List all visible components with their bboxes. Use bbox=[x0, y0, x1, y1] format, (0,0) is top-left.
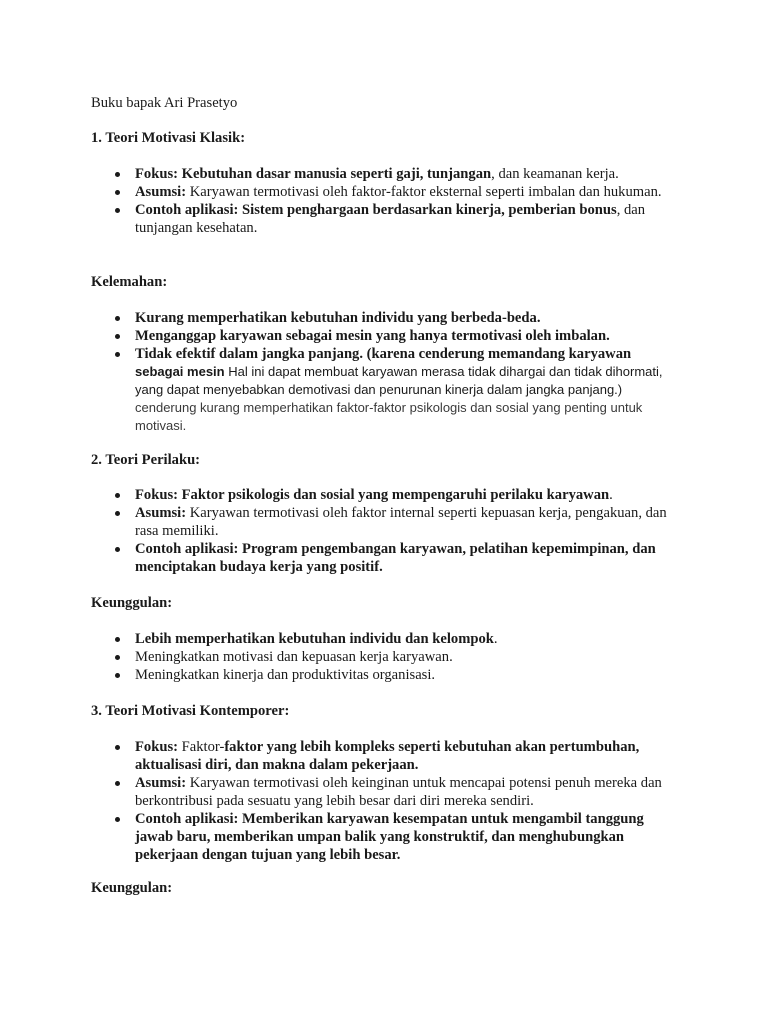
advantage-list bbox=[91, 630, 681, 684]
section-1-weakness-heading: Kelemahan: bbox=[91, 274, 168, 290]
list-item: Asumsi: Karyawan termotivasi oleh faktor-faktor eksternal seperti imbalan dan hukuman. bbox=[91, 183, 681, 201]
list-item: Asumsi: Karyawan termotivasi oleh keinginan untuk mencapai potensi penuh mereka dan berkontribusi pada sesuatu yang lebih besar dari diri mereka sendiri. bbox=[91, 774, 681, 810]
section-1-list bbox=[91, 165, 681, 237]
list-item: Contoh aplikasi: Sistem penghargaan berdasarkan kinerja, pemberian bonus, dan tunjangan kesehatan. bbox=[91, 201, 681, 237]
section-2-heading: 2. Teori Perilaku: bbox=[91, 452, 201, 468]
list-item: Contoh aplikasi: Program pengembangan karyawan, pelatihan kepemimpinan, dan menciptakan budaya kerja yang positif. bbox=[91, 540, 681, 576]
section-3-advantage-heading: Keunggulan: bbox=[91, 880, 173, 896]
list-item: Fokus: Kebutuhan dasar manusia seperti gaji, tunjangan, dan keamanan kerja. bbox=[91, 165, 681, 183]
section-2-advantage-heading: Keunggulan: bbox=[91, 595, 173, 611]
list-item: Fokus: Faktor-faktor yang lebih kompleks seperti kebutuhan akan pertumbuhan, aktualisasi diri, dan makna dalam pekerjaan. bbox=[91, 738, 681, 774]
list-item: Meningkatkan motivasi dan kepuasan kerja karyawan. bbox=[91, 648, 681, 666]
list-item: Menganggap karyawan sebagai mesin yang hanya termotivasi oleh imbalan. bbox=[91, 327, 681, 345]
weakness-list bbox=[91, 309, 681, 435]
list-item: Tidak efektif dalam jangka panjang. (karena cenderung memandang karyawan sebagai mesin Hal ini dapat membuat karyawan merasa tidak dihargai dan tidak dihormati, yang dapat menyebabkan demotivasi dan penurunan kinerja dalam jangka panjang.) cenderung kurang memperhatikan faktor-faktor psikologis dan sosial yang penting untuk motivasi. bbox=[91, 345, 681, 435]
document-title: Buku bapak Ari Prasetyo bbox=[91, 95, 238, 111]
list-item: Fokus: Faktor psikologis dan sosial yang mempengaruhi perilaku karyawan. bbox=[91, 486, 681, 504]
section-3-heading: 3. Teori Motivasi Kontemporer: bbox=[91, 703, 290, 719]
section-3-list bbox=[91, 738, 681, 864]
list-item: Lebih memperhatikan kebutuhan individu dan kelompok. bbox=[91, 630, 681, 648]
section-1-heading: 1. Teori Motivasi Klasik: bbox=[91, 130, 246, 146]
list-item: Asumsi: Karyawan termotivasi oleh faktor internal seperti kepuasan kerja, pengakuan, dan rasa memiliki. bbox=[91, 504, 681, 540]
list-item: Contoh aplikasi: Memberikan karyawan kesempatan untuk mengambil tanggung jawab baru, memberikan umpan balik yang konstruktif, dan menghubungkan pekerjaan dengan tujuan yang lebih besar. bbox=[91, 810, 681, 864]
section-2-list bbox=[91, 486, 681, 576]
list-item: Kurang memperhatikan kebutuhan individu yang berbeda-beda. bbox=[91, 309, 681, 327]
list-item: Meningkatkan kinerja dan produktivitas organisasi. bbox=[91, 666, 681, 684]
